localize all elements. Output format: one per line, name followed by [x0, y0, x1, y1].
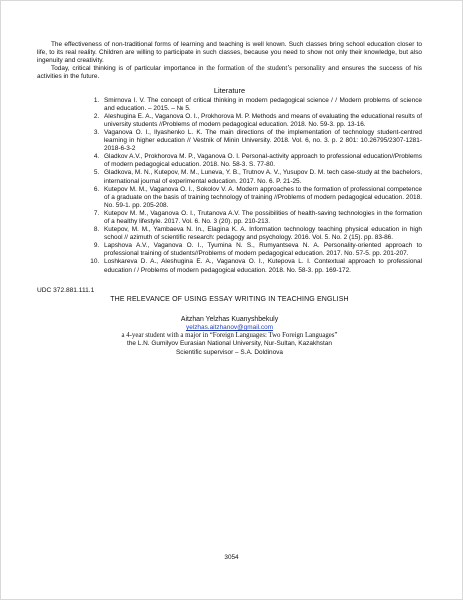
page-number: 3054	[224, 554, 239, 561]
reference-item: 7. Kutepov M. M., Vaganova O. I., Trutanova A.V. The possibilities of health-saving technologies in the formation of a healthy lifestyle. 2017. Vol. 6. No. 3 (20). pp. 210-213.	[101, 210, 422, 226]
reference-item: 10. Loshkareva D. A., Aleshugina E. A., Vaganova O. I., Kutepova L. I. Contextual approach to professional education / / Problems of modern pedagogical education. 2018. No. 58-3. pp. 169-172.	[101, 258, 422, 274]
reference-item: 1. Smirnova I. V. The concept of critical thinking in modern pedagogical science / / Modern problems of science and education. – 2015. – № 5.	[101, 97, 422, 113]
author-email-link[interactable]: yelzhas.aitzhanov@gmail.com	[185, 324, 274, 332]
reference-item: 4. Gladkov A.V., Prokhorova M. P., Vaganova O. I. Personal-activity approach to professional education//Problems of modern pedagogical education. 2018. No. 58-3. S. 77-80.	[101, 153, 422, 169]
udc-code: UDC 372.881.111.1	[37, 286, 95, 294]
intro-paragraph-2	[37, 65, 422, 81]
reference-item: 6. Kutepov M. M., Vaganova O. I., Sokolov V. A. Modern approaches to the formation of professional competence of a graduate on the basis of training technology of training //Problems of modern pedagogical education. 2018. No. 59-1. pp. 205-208.	[101, 186, 422, 210]
intro-paragraph: The effectiveness of non-traditional forms of learning and teaching is well known. Such classes bring school education closer to life, to its real reality. Children are willing to participate in such classes, because you need to show not only their knowledge, but also ingenuity and creativity.	[37, 41, 422, 65]
page-content	[37, 41, 422, 357]
intro-p2-part1: Today, critical thinking is of particular importance in	[51, 65, 204, 73]
author-affiliation-1: a 4-year student with a major in “Foreign Languages: Two Foreign Languages”	[121, 332, 338, 340]
reference-item: 3. Vaganova O. I., Ilyashenko L. K. The main directions of the implementation of technology student-centred learning in higher education // Vestnik of Minin University. 2018. Vol. 6, no. 3. p. 2 801: 10.26795/2307-1281-2018-6-3-2	[101, 129, 422, 153]
author-block	[37, 316, 422, 357]
reference-item: 2. Aleshugina E. A., Vaganova O. I., Prokhorova M. P. Methods and means of evaluating the educational results of university students //Problems of modern pedagogical education. 2018. No. 59-3. pp. 13-16.	[101, 113, 422, 129]
reference-item: 8. Kutepov, M. M., Yambaeva N. In., Elagina K. A. Information technology teaching physical education in high school // azimuth of scientific research: pedagogy and psychology. 2016. Vol. 5. No. 2 (15). pp. 83-86.	[101, 226, 422, 242]
author-name: Aitzhan Yelzhas Kuanyshbekuly	[180, 315, 279, 323]
intro-p2-part2: the formation of the student’s personality	[206, 65, 326, 73]
literature-heading: Literature	[213, 86, 246, 96]
author-affiliation-2: the L.N. Gumilyov Eurasian National University, Nur-Sultan, Kazakhstan	[127, 340, 332, 348]
scientific-supervisor: Scientific supervisor – S.A. Doldinova	[176, 348, 283, 356]
reference-item: 5. Gladkova, M. N., Kutepov, M. M., Luneva, Y. B., Trutnov A. V., Yusupov D. M. tech case-study at the bachelors, international journal of experimental education. 2017. No. 6. P. 21-25.	[101, 169, 422, 185]
article-title: THE RELEVANCE OF USING ESSAY WRITING IN TEACHING ENGLISH	[110, 295, 349, 303]
reference-item: 9. Lapshova A.V., Vaganova O. I., Tyumina N. S., Rumyantseva N. A. Personality-oriented approach to professional training of students//Problems of modern pedagogical education. 2017. No. 57-5. pp. 201-207.	[101, 242, 422, 258]
intro-p2-part3: and ensures the success of his activities in the future.	[37, 65, 422, 81]
reference-list	[37, 97, 422, 275]
